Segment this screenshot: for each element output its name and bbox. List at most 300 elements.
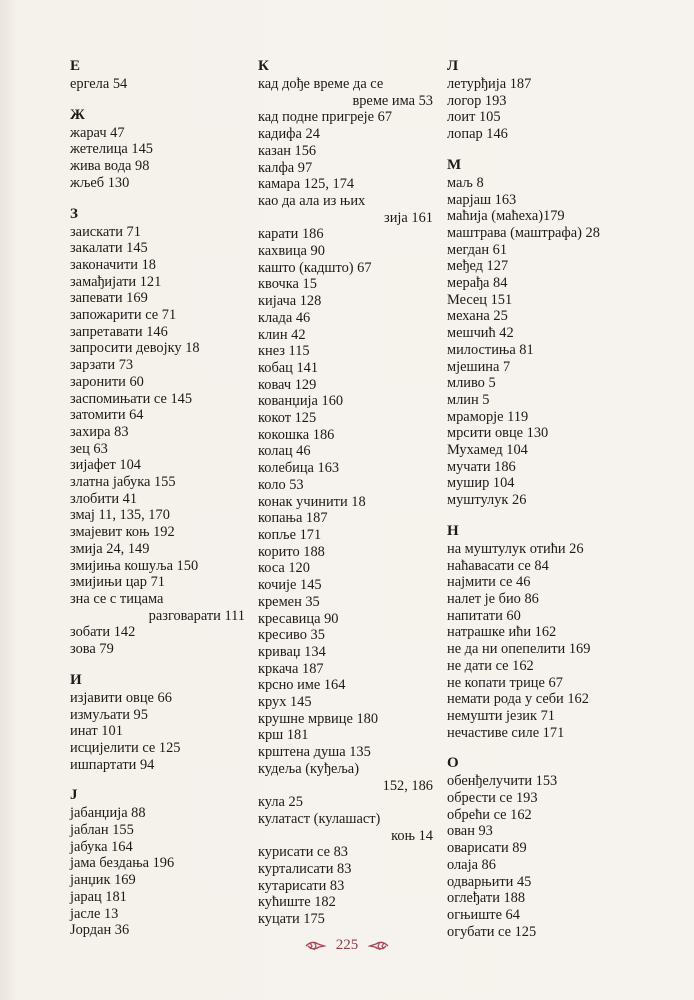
entry-text: курисати се 83 xyxy=(258,844,348,861)
index-entry xyxy=(447,175,647,192)
index-entry xyxy=(70,391,245,408)
index-column-2 xyxy=(258,58,433,942)
entry-text: кованџија 160 xyxy=(258,393,344,410)
index-entry xyxy=(258,878,433,895)
index-entry xyxy=(258,794,433,811)
right-leaf-ornament-icon xyxy=(368,940,390,952)
entry-text: кула 25 xyxy=(258,794,303,811)
index-entry xyxy=(447,76,647,93)
index-entry xyxy=(258,343,433,360)
index-entry xyxy=(70,374,245,391)
index-entry xyxy=(70,340,245,357)
entry-continuation: 152, 186 xyxy=(382,777,433,794)
entry-text: обрећи се 162 xyxy=(447,806,532,823)
index-section xyxy=(447,157,647,509)
index-entry xyxy=(258,761,433,794)
index-entry xyxy=(447,208,647,225)
index-section xyxy=(70,787,245,939)
index-entry xyxy=(447,325,647,342)
section-letter: Н xyxy=(447,522,459,539)
index-entry xyxy=(70,740,245,757)
index-entry xyxy=(447,109,647,126)
entry-text: млин 5 xyxy=(447,391,490,408)
index-entry xyxy=(447,258,647,275)
index-entry xyxy=(258,393,433,410)
entry-text: ергела 54 xyxy=(70,76,128,92)
entry-continuation: коњ 14 xyxy=(391,827,433,844)
entry-text: заронити 60 xyxy=(70,373,144,390)
entry-text: међед 127 xyxy=(447,258,509,275)
index-entry xyxy=(258,661,433,678)
entry-text: мјешина 7 xyxy=(447,358,511,375)
index-entry xyxy=(447,126,647,143)
entry-text: натрашке ићи 162 xyxy=(447,624,557,641)
index-entry xyxy=(447,425,647,442)
entry-text: златна јабука 155 xyxy=(70,474,176,491)
entry-text: змијиња кошуља 150 xyxy=(70,557,199,574)
index-entry xyxy=(70,240,245,257)
index-entry xyxy=(258,911,433,928)
index-section xyxy=(70,58,245,93)
index-entry xyxy=(258,577,433,594)
entry-text: не да ни опепелити 169 xyxy=(447,641,591,658)
index-entry xyxy=(258,160,433,177)
index-entry xyxy=(70,290,245,307)
index-entry xyxy=(447,541,647,558)
index-entry xyxy=(447,225,647,242)
entry-text: кресавица 90 xyxy=(258,610,339,627)
index-entry xyxy=(70,307,245,324)
index-entry xyxy=(70,872,245,889)
entry-text: запевати 169 xyxy=(70,290,148,307)
entry-text: кад подне пригреје 67 xyxy=(258,109,393,126)
entry-text: запретавати 146 xyxy=(70,323,168,340)
index-entry xyxy=(447,375,647,392)
entry-text: зарзати 73 xyxy=(70,357,134,374)
entry-text: крух 145 xyxy=(258,694,312,711)
index-entry xyxy=(70,474,245,491)
entry-text: лопар 146 xyxy=(447,126,508,143)
entry-text: квочка 15 xyxy=(258,276,317,293)
index-entry xyxy=(447,890,647,907)
index-entry xyxy=(258,744,433,761)
index-entry xyxy=(70,457,245,474)
index-entry xyxy=(258,427,433,444)
index-entry xyxy=(70,274,245,291)
entry-text: одварњити 45 xyxy=(447,873,532,890)
index-entry xyxy=(70,757,245,774)
index-entry xyxy=(70,822,245,839)
entry-continuation: зија 161 xyxy=(384,209,433,226)
index-entry xyxy=(447,823,647,840)
index-entry xyxy=(447,93,647,110)
index-entry xyxy=(258,193,433,226)
entry-text: олаја 86 xyxy=(447,856,496,873)
entry-text: не копати трице 67 xyxy=(447,674,563,691)
entry-text: муштулук 26 xyxy=(447,492,527,509)
index-entry xyxy=(70,805,245,822)
entry-text: механа 25 xyxy=(447,308,508,325)
entry-text: ишпартати 94 xyxy=(70,756,155,773)
entry-text: лоит 105 xyxy=(447,109,501,126)
index-entry xyxy=(70,591,245,624)
index-entry xyxy=(70,855,245,872)
index-entry xyxy=(447,857,647,874)
entry-text: кутарисати 83 xyxy=(258,877,345,894)
index-entry xyxy=(447,790,647,807)
entry-text: обрести се 193 xyxy=(447,790,538,807)
entry-text: жарач 47 xyxy=(70,124,125,141)
entry-text: кудеља (куђеља) xyxy=(258,760,359,777)
entry-text: куцати 175 xyxy=(258,911,325,928)
index-entry xyxy=(70,906,245,923)
entry-text: кулатаст (кулашаст) xyxy=(258,810,381,827)
entry-text: крш 181 xyxy=(258,727,309,744)
index-entry xyxy=(447,392,647,409)
index-entry xyxy=(447,591,647,608)
index-section xyxy=(447,58,647,143)
entry-text: јабука 164 xyxy=(70,838,133,855)
entry-text: не дати се 162 xyxy=(447,657,534,674)
index-entry xyxy=(258,126,433,143)
index-entry xyxy=(258,176,433,193)
entry-text: коло 53 xyxy=(258,476,304,493)
entry-text: замађијати 121 xyxy=(70,273,162,290)
entry-text: кашто (кадшто) 67 xyxy=(258,259,372,276)
entry-text: кокот 125 xyxy=(258,410,317,427)
index-entry xyxy=(70,574,245,591)
entry-text: јабанџија 88 xyxy=(70,805,146,822)
entry-text: инат 101 xyxy=(70,723,123,740)
entry-text: корито 188 xyxy=(258,543,325,560)
entry-text: на муштулук отићи 26 xyxy=(447,540,584,557)
section-letter: Ј xyxy=(70,787,78,804)
index-entry xyxy=(70,125,245,142)
index-entry xyxy=(447,308,647,325)
index-entry xyxy=(70,491,245,508)
index-entry xyxy=(447,675,647,692)
entry-text: мучати 186 xyxy=(447,458,516,475)
index-entry xyxy=(70,889,245,906)
index-entry xyxy=(447,608,647,625)
entry-text: налет је био 86 xyxy=(447,590,539,607)
entry-text: ковач 129 xyxy=(258,376,317,393)
entry-text: коса 120 xyxy=(258,560,310,577)
index-entry xyxy=(258,377,433,394)
entry-text: мраморје 119 xyxy=(447,408,529,425)
index-entry xyxy=(447,641,647,658)
entry-text: ован 93 xyxy=(447,823,493,840)
index-entry xyxy=(70,407,245,424)
index-entry xyxy=(447,359,647,376)
entry-text: Мухамед 104 xyxy=(447,442,528,459)
entry-text: жетелица 145 xyxy=(70,141,153,158)
entry-text: захира 83 xyxy=(70,423,129,440)
entry-text: мрсити овце 130 xyxy=(447,425,549,442)
index-entry xyxy=(258,310,433,327)
entry-text: мерађа 84 xyxy=(447,275,508,292)
index-entry xyxy=(447,342,647,359)
index-entry xyxy=(70,175,245,192)
entry-text: змија 24, 149 xyxy=(70,540,150,557)
entry-text: летурђија 187 xyxy=(447,76,532,92)
index-entry xyxy=(258,494,433,511)
index-section xyxy=(70,107,245,192)
entry-text: кочије 145 xyxy=(258,577,322,594)
entry-text: зец 63 xyxy=(70,440,108,457)
entry-text: оглеђати 188 xyxy=(447,890,526,907)
index-entry xyxy=(70,839,245,856)
index-entry xyxy=(447,459,647,476)
entry-text: законачити 18 xyxy=(70,256,156,273)
index-entry xyxy=(258,560,433,577)
entry-text: кркача 187 xyxy=(258,660,324,677)
section-letter: Е xyxy=(70,58,81,74)
entry-text: кахвица 90 xyxy=(258,243,325,260)
index-entry xyxy=(258,243,433,260)
index-entry xyxy=(258,460,433,477)
index-entry xyxy=(258,727,433,744)
index-entry xyxy=(70,257,245,274)
index-entry xyxy=(447,840,647,857)
entry-text: зова 79 xyxy=(70,641,114,658)
index-entry xyxy=(447,409,647,426)
entry-text: Јордан 36 xyxy=(70,922,130,939)
entry-text: јама бездања 196 xyxy=(70,855,175,872)
entry-text: јанџик 169 xyxy=(70,872,136,889)
entry-text: измуљати 95 xyxy=(70,706,148,723)
index-entry xyxy=(70,707,245,724)
entry-text: курталисати 83 xyxy=(258,861,352,878)
index-section xyxy=(258,58,433,928)
index-entry xyxy=(70,441,245,458)
entry-text: злобити 41 xyxy=(70,490,138,507)
index-entry xyxy=(258,644,433,661)
index-section xyxy=(70,672,245,774)
section-letter: О xyxy=(447,755,459,772)
entry-text: жљеб 130 xyxy=(70,174,130,191)
index-entry xyxy=(258,861,433,878)
index-column-1 xyxy=(70,58,245,953)
index-entry xyxy=(447,691,647,708)
entry-text: зна се с тицама xyxy=(70,590,164,607)
entry-text: копања 187 xyxy=(258,510,328,527)
entry-text: наћавасати се 84 xyxy=(447,557,549,574)
index-entry xyxy=(70,141,245,158)
index-entry xyxy=(70,723,245,740)
index-entry xyxy=(258,627,433,644)
index-entry xyxy=(258,327,433,344)
index-entry xyxy=(70,507,245,524)
page-footer xyxy=(0,937,694,954)
entry-text: заискати 71 xyxy=(70,223,141,240)
section-letter: К xyxy=(258,58,269,74)
entry-text: немушти језик 71 xyxy=(447,707,555,724)
entry-text: марјаш 163 xyxy=(447,191,517,208)
index-entry xyxy=(447,242,647,259)
entry-text: клин 42 xyxy=(258,326,306,343)
section-letter: Л xyxy=(447,58,459,74)
entry-text: мешчић 42 xyxy=(447,325,514,342)
index-entry xyxy=(70,690,245,707)
entry-text: крушне мрвице 180 xyxy=(258,710,379,727)
index-entry xyxy=(258,611,433,628)
entry-text: најмити се 46 xyxy=(447,574,531,591)
index-entry xyxy=(258,443,433,460)
index-entry xyxy=(447,574,647,591)
index-entry xyxy=(70,224,245,241)
entry-text: крсно име 164 xyxy=(258,677,346,694)
index-entry xyxy=(258,711,433,728)
entry-text: колац 46 xyxy=(258,443,311,460)
index-entry xyxy=(70,541,245,558)
entry-text: маљ 8 xyxy=(447,174,484,191)
index-entry xyxy=(258,844,433,861)
index-entry xyxy=(447,275,647,292)
left-leaf-ornament-icon xyxy=(304,940,326,952)
index-entry xyxy=(70,324,245,341)
entry-text: кијача 128 xyxy=(258,293,322,310)
entry-text: жива вода 98 xyxy=(70,158,150,175)
entry-text: карати 186 xyxy=(258,226,324,243)
entry-text: изјавити овце 66 xyxy=(70,689,172,706)
entry-text: мегдан 61 xyxy=(447,241,508,258)
page-number: 225 xyxy=(335,937,359,953)
index-entry xyxy=(447,725,647,742)
index-entry xyxy=(447,907,647,924)
entry-text: конак учинити 18 xyxy=(258,493,366,510)
index-entry xyxy=(70,76,245,93)
index-entry xyxy=(258,276,433,293)
section-letter: М xyxy=(447,156,462,173)
entry-text: исцијелити се 125 xyxy=(70,739,181,756)
entry-text: криваџ 134 xyxy=(258,643,326,660)
entry-text: јаблан 155 xyxy=(70,822,134,839)
entry-text: нечастиве силе 171 xyxy=(447,724,565,741)
index-entry xyxy=(258,677,433,694)
index-entry xyxy=(258,143,433,160)
index-entry xyxy=(447,475,647,492)
entry-continuation: време има 53 xyxy=(352,92,433,109)
index-entry xyxy=(258,594,433,611)
index-entry xyxy=(258,527,433,544)
index-entry xyxy=(70,624,245,641)
entry-text: кремен 35 xyxy=(258,593,320,610)
entry-text: калфа 97 xyxy=(258,159,313,176)
index-entry xyxy=(447,192,647,209)
entry-text: кућиште 182 xyxy=(258,894,336,911)
index-entry xyxy=(70,158,245,175)
entry-text: кобац 141 xyxy=(258,359,319,376)
index-entry xyxy=(258,410,433,427)
index-entry xyxy=(258,694,433,711)
entry-text: копље 171 xyxy=(258,526,322,543)
entry-text: Месец 151 xyxy=(447,291,513,308)
index-entry xyxy=(70,558,245,575)
entry-text: мушир 104 xyxy=(447,475,515,492)
entry-text: змајевит коњ 192 xyxy=(70,524,175,541)
index-entry xyxy=(447,624,647,641)
entry-text: клада 46 xyxy=(258,309,311,326)
index-entry xyxy=(258,109,433,126)
entry-text: обенђелучити 153 xyxy=(447,773,558,790)
entry-text: змијињи цар 71 xyxy=(70,574,165,591)
entry-text: кресиво 35 xyxy=(258,627,325,644)
entry-text: запожарити се 71 xyxy=(70,307,177,324)
index-entry xyxy=(258,477,433,494)
entry-text: милостиња 81 xyxy=(447,341,534,358)
entry-text: колебица 163 xyxy=(258,460,340,477)
entry-text: као да ала из њих xyxy=(258,192,366,209)
index-section xyxy=(70,206,245,658)
entry-text: напитати 60 xyxy=(447,607,521,624)
index-entry xyxy=(70,424,245,441)
index-entry xyxy=(70,641,245,658)
index-entry xyxy=(447,492,647,509)
index-entry xyxy=(447,292,647,309)
entry-text: мливо 5 xyxy=(447,375,496,392)
index-entry xyxy=(258,894,433,911)
entry-text: зобати 142 xyxy=(70,624,136,641)
index-column-3 xyxy=(447,58,647,954)
section-letter: И xyxy=(70,671,82,688)
index-entry xyxy=(447,558,647,575)
index-entry xyxy=(447,658,647,675)
entry-text: јарац 181 xyxy=(70,888,127,905)
index-entry xyxy=(258,226,433,243)
index-entry xyxy=(258,811,433,844)
entry-text: огубати се 125 xyxy=(447,923,537,940)
index-entry xyxy=(447,874,647,891)
entry-text: немати рода у себи 162 xyxy=(447,691,589,708)
entry-text: затомити 64 xyxy=(70,407,144,424)
index-entry xyxy=(258,76,433,109)
entry-text: кад дође време да се xyxy=(258,76,384,92)
index-entry xyxy=(258,510,433,527)
index-entry xyxy=(258,260,433,277)
entry-text: логор 193 xyxy=(447,92,507,109)
section-letter: З xyxy=(70,205,78,222)
entry-text: зијафет 104 xyxy=(70,457,141,474)
entry-text: кадифа 24 xyxy=(258,126,320,143)
index-entry xyxy=(258,360,433,377)
entry-text: маћија (маћеха)179 xyxy=(447,208,565,225)
entry-text: запросити девојку 18 xyxy=(70,340,200,357)
index-entry xyxy=(447,708,647,725)
entry-text: заспомињати се 145 xyxy=(70,390,193,407)
index-section xyxy=(447,755,647,940)
entry-text: оварисати 89 xyxy=(447,840,527,857)
index-entry xyxy=(258,544,433,561)
index-entry xyxy=(447,807,647,824)
entry-text: крштена душа 135 xyxy=(258,744,371,761)
index-entry xyxy=(70,357,245,374)
entry-text: змај 11, 135, 170 xyxy=(70,507,170,524)
entry-text: кокошка 186 xyxy=(258,426,335,443)
index-entry xyxy=(447,442,647,459)
entry-text: камара 125, 174 xyxy=(258,176,355,193)
entry-text: маштрава (маштрафа) 28 xyxy=(447,224,600,241)
index-entry xyxy=(258,293,433,310)
entry-text: јасле 13 xyxy=(70,905,119,922)
entry-text: огњиште 64 xyxy=(447,906,520,923)
entry-text: закалати 145 xyxy=(70,240,148,257)
index-section xyxy=(447,523,647,741)
entry-text: кнез 115 xyxy=(258,343,310,360)
entry-continuation: разговарати 111 xyxy=(148,607,245,624)
entry-text: казан 156 xyxy=(258,142,317,159)
index-entry xyxy=(447,773,647,790)
